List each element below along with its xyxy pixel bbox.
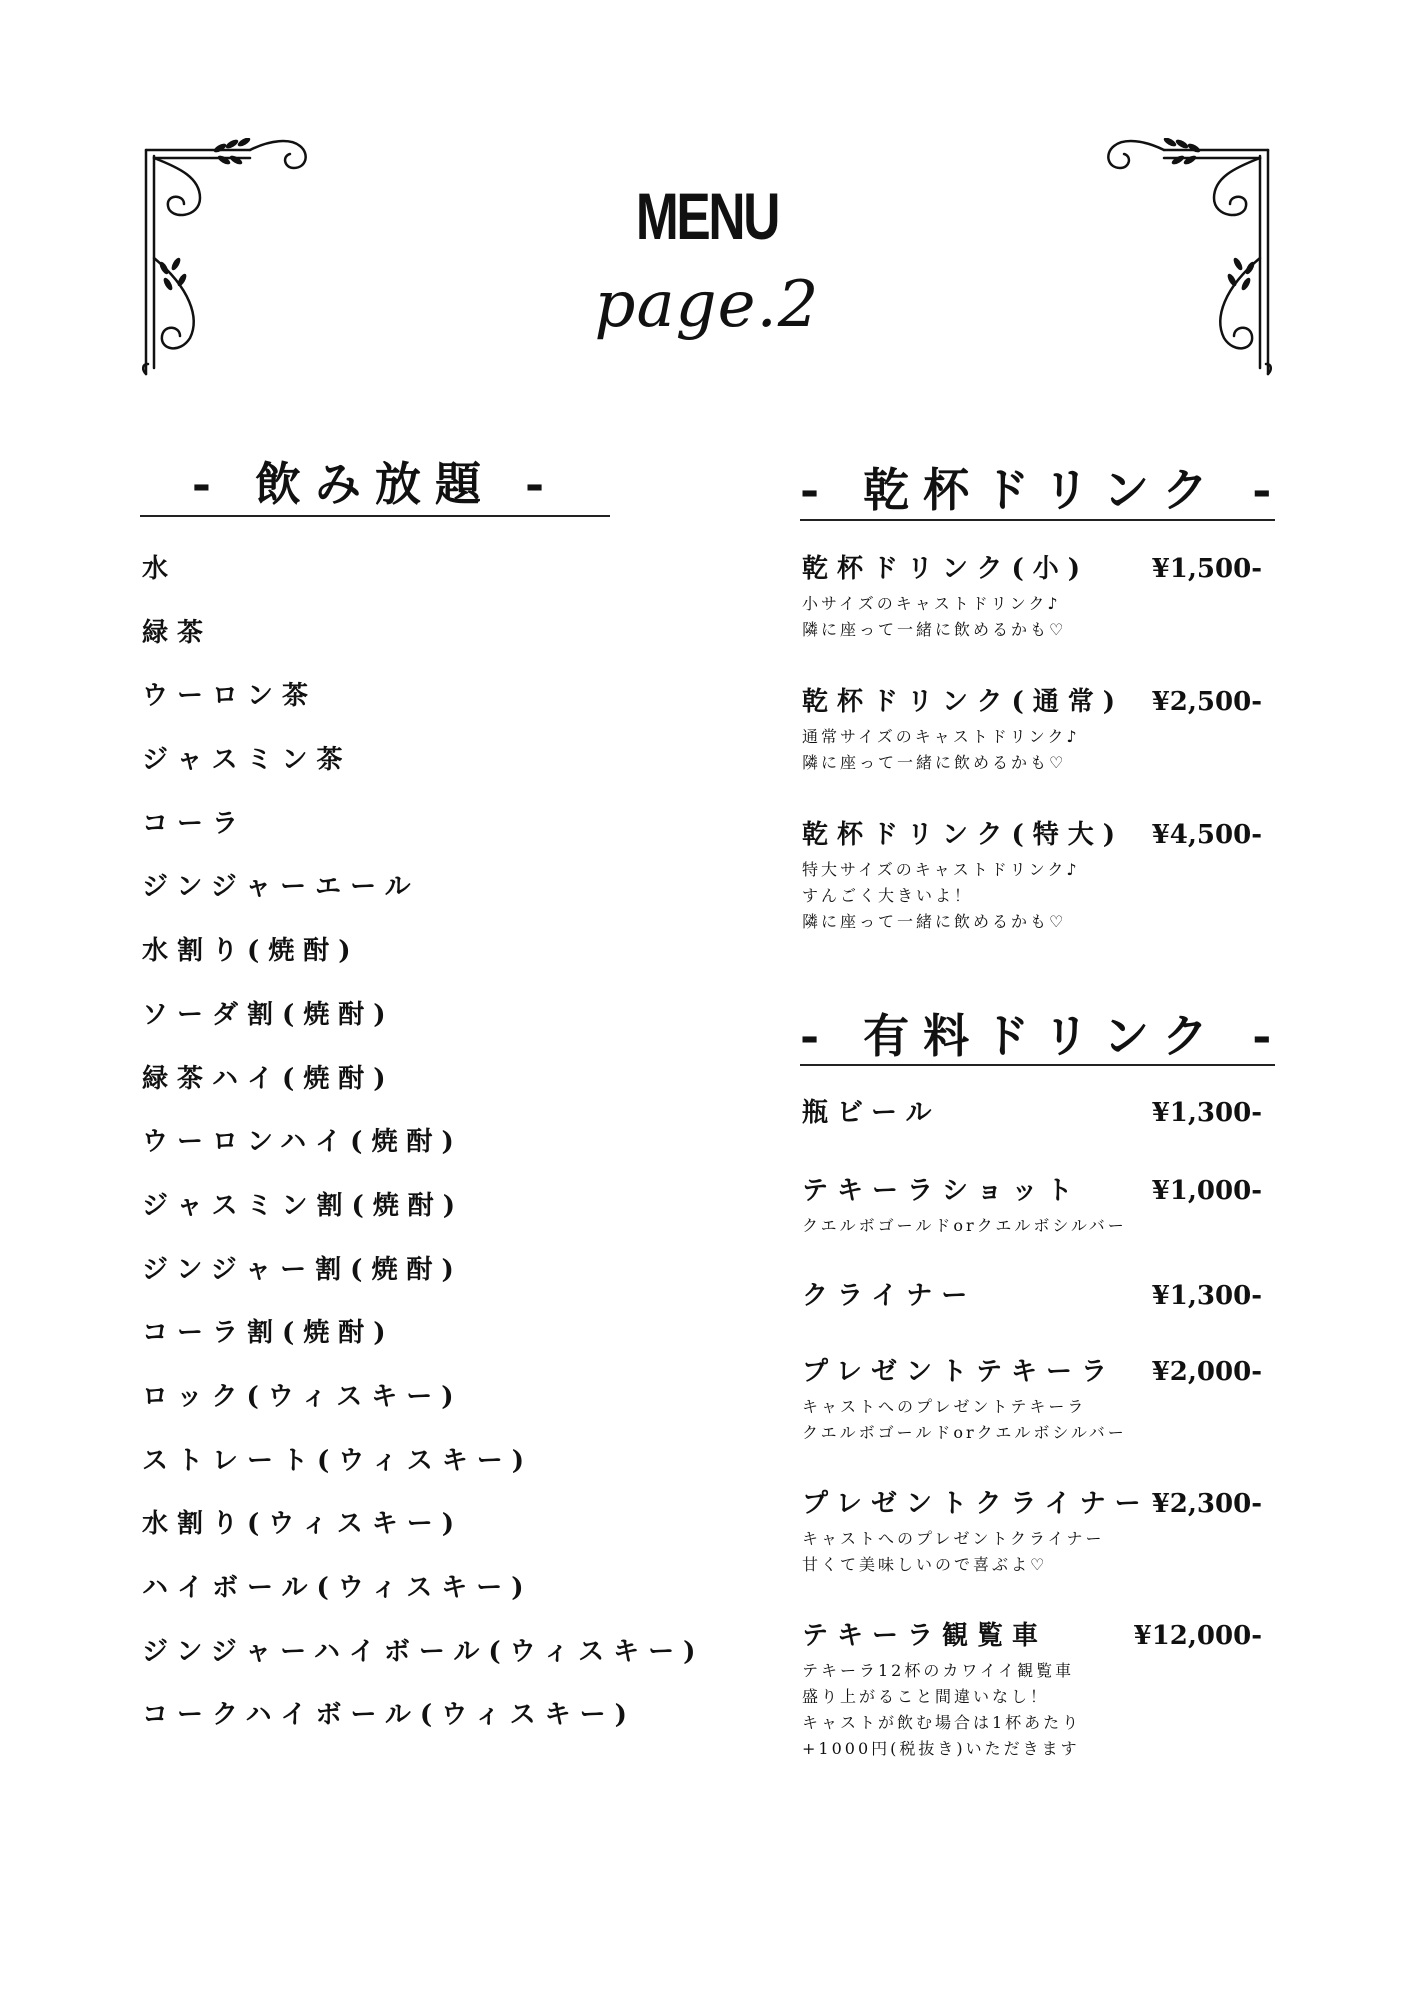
paid-drink-name: 瓶ビール [802, 1098, 941, 1128]
paid-drink-name: プレゼントクライナー [802, 1489, 1150, 1519]
paid-drink-description-line: クエルボゴールドorクエルボシルバー [802, 1216, 1127, 1235]
paid-drink-price: ¥12,000- [1133, 1621, 1262, 1651]
kanpai-drink-description-line: 隣に座って一緒に飲めるかも♡ [802, 620, 1067, 639]
paid-drink-price: ¥2,000- [1151, 1357, 1262, 1387]
paid-drink-description-line: キャストへのプレゼントテキーラ [802, 1397, 1087, 1416]
kanpai-drink-name: 乾杯ドリンク(通常) [802, 687, 1125, 717]
free-drink-item: 緑茶 [142, 617, 213, 648]
kanpai-drinks-divider [800, 519, 1275, 521]
paid-drink-item [802, 1615, 1272, 1758]
free-drink-item: ジャスミン茶 [142, 745, 352, 776]
paid-drink-description-line: キャストが飲む場合は1杯あたり [802, 1713, 1082, 1732]
paid-drinks-divider [800, 1064, 1275, 1066]
paid-drink-price: ¥1,300- [1151, 1098, 1262, 1128]
free-drinks-heading: - 飲み放題 - [191, 457, 559, 511]
kanpai-drink-description [802, 857, 1272, 935]
free-drink-item: コーラ [142, 808, 248, 839]
paid-drink-description-line: +1000円(税抜き)いただきます [802, 1739, 1080, 1758]
kanpai-drink-item-row [802, 681, 1272, 718]
paid-drinks-list [802, 1092, 1272, 1758]
paid-drink-name: クライナー [802, 1281, 977, 1311]
kanpai-drink-description-line: 隣に座って一緒に飲めるかも♡ [802, 912, 1067, 931]
kanpai-drink-price: ¥4,500- [1151, 820, 1262, 850]
paid-drink-name: テキーラ観覧車 [802, 1621, 1048, 1651]
free-drinks-divider [140, 515, 610, 517]
paid-drink-description [802, 1394, 1272, 1446]
free-drink-item: ハイボール(ウィスキー) [142, 1573, 533, 1603]
free-drink-item: ジャスミン割(焼酎) [142, 1190, 465, 1221]
paid-drink-description-line: テキーラ12杯のカワイイ観覧車 [802, 1661, 1075, 1680]
kanpai-drink-description-line: 特大サイズのキャストドリンク♪ [802, 860, 1080, 879]
paid-drink-item-row [802, 1170, 1272, 1207]
paid-drink-item [802, 1275, 1272, 1351]
paid-drink-item [802, 1092, 1272, 1170]
paid-drink-name: テキーラショット [802, 1176, 1082, 1206]
paid-drink-description [802, 1658, 1272, 1762]
free-drink-item: ソーダ割(焼酎) [142, 999, 395, 1030]
paid-drink-item [802, 1483, 1272, 1615]
free-drink-item: 水割り(焼酎) [142, 936, 360, 967]
free-drink-item: コークハイボール(ウィスキー) [142, 1700, 636, 1731]
paid-drink-item-row [802, 1275, 1272, 1312]
free-drink-item: 水割り(ウィスキー) [142, 1509, 464, 1540]
kanpai-drink-description-line: 通常サイズのキャストドリンク♪ [802, 727, 1080, 746]
free-drink-item: 緑茶ハイ(焼酎) [142, 1063, 395, 1094]
free-drink-item: ジンジャーエール [142, 872, 420, 903]
corner-ornament-right-icon [1094, 138, 1274, 378]
paid-drink-item [802, 1351, 1272, 1483]
paid-drink-description-line: キャストへのプレゼントクライナー [802, 1529, 1105, 1548]
paid-drink-item-row [802, 1615, 1272, 1652]
kanpai-drink-item [802, 814, 1272, 947]
paid-drink-price: ¥1,000- [1151, 1176, 1262, 1206]
kanpai-drink-description [802, 724, 1272, 776]
paid-drink-description [802, 1213, 1272, 1239]
kanpai-drinks-list [802, 548, 1272, 947]
kanpai-drinks-heading: - 乾杯ドリンク - [800, 463, 1286, 517]
paid-drink-item-row [802, 1351, 1272, 1388]
kanpai-drink-description-line: すんごく大きいよ！ [802, 886, 974, 905]
kanpai-drink-item [802, 548, 1272, 681]
kanpai-drink-item-row [802, 548, 1272, 585]
paid-drink-price: ¥1,300- [1151, 1281, 1262, 1311]
paid-drink-description-line: クエルボゴールドorクエルボシルバー [802, 1423, 1127, 1442]
page-subtitle: page.2 [594, 268, 820, 342]
paid-drink-item-row [802, 1483, 1272, 1520]
paid-drink-description-line: 盛り上がること間違いなし！ [802, 1687, 1050, 1706]
kanpai-drink-price: ¥2,500- [1151, 687, 1262, 717]
free-drink-item: ジンジャー割(焼酎) [142, 1254, 463, 1285]
paid-drink-item [802, 1170, 1272, 1275]
kanpai-drink-price: ¥1,500- [1151, 554, 1262, 584]
paid-drink-description-line: 甘くて美味しいので喜ぶよ♡ [802, 1555, 1048, 1574]
paid-drink-price: ¥2,300- [1151, 1489, 1262, 1519]
free-drink-item: ウーロン茶 [142, 681, 318, 712]
paid-drink-item-row [802, 1092, 1272, 1129]
free-drink-item: 水 [142, 554, 178, 584]
kanpai-drink-name: 乾杯ドリンク(小) [802, 554, 1090, 584]
paid-drink-description [802, 1526, 1272, 1578]
kanpai-drink-description-line: 小サイズのキャストドリンク♪ [802, 594, 1061, 613]
free-drink-item: ウーロンハイ(焼酎) [142, 1127, 463, 1158]
free-drink-item: ジンジャーハイボール(ウィスキー) [142, 1636, 705, 1667]
free-drink-item: ストレート(ウィスキー) [142, 1445, 534, 1476]
kanpai-drink-item [802, 681, 1272, 814]
free-drink-item: ロック(ウィスキー) [142, 1381, 463, 1412]
kanpai-drink-description [802, 591, 1272, 643]
kanpai-drink-item-row [802, 814, 1272, 851]
page-title: MENU [635, 179, 779, 253]
paid-drink-name: プレゼントテキーラ [802, 1357, 1116, 1387]
paid-drinks-heading: - 有料ドリンク - [800, 1009, 1286, 1063]
kanpai-drink-name: 乾杯ドリンク(特大) [802, 820, 1125, 850]
free-drink-item: コーラ割(焼酎) [142, 1318, 395, 1349]
corner-ornament-left-icon [140, 138, 320, 378]
kanpai-drink-description-line: 隣に座って一緒に飲めるかも♡ [802, 753, 1067, 772]
free-drinks-list [142, 548, 704, 1758]
